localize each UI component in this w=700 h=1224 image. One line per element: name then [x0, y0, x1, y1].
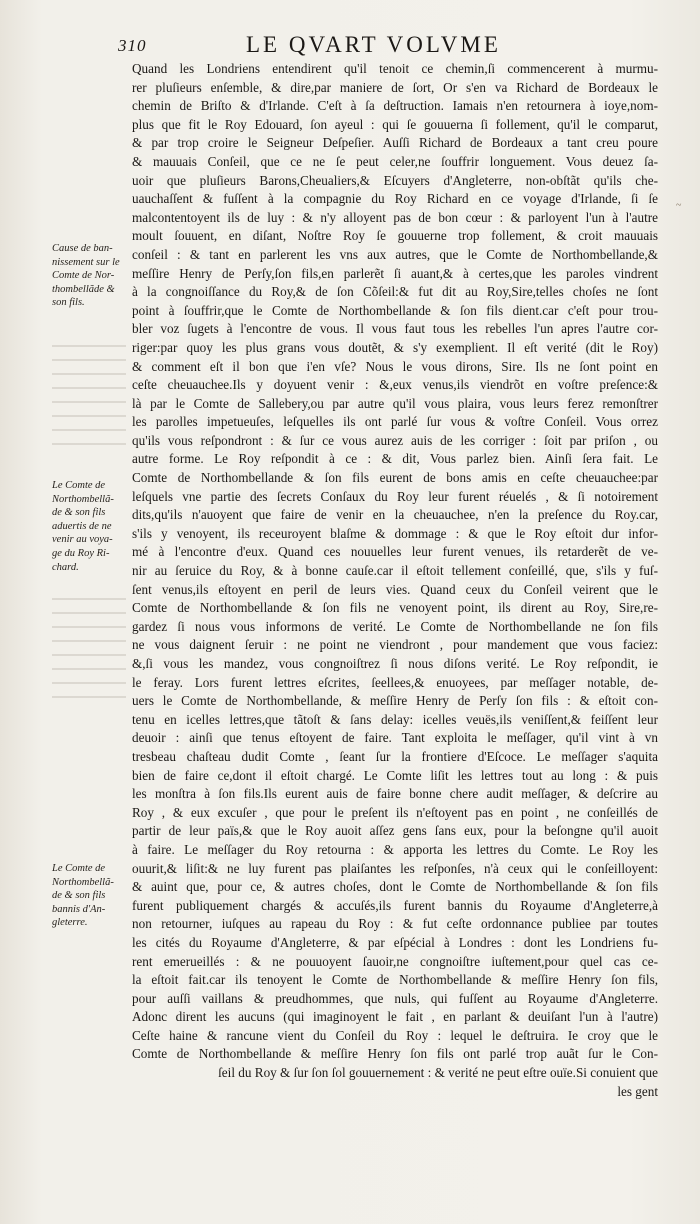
text-line: rent emerueillés : & ne pouuoyent ſauoir,ne congnoiſtre iuſtement,pour quel cas ce-: [132, 953, 658, 969]
text-line: ſeil du Roy & ſur ſon ſol gouuernement : & verité ne peut eſtre ouïe.Si conuient que: [218, 1065, 658, 1081]
text-line: furent publiquement chargés & accuſés,ils furent bannis du Royaume d'Angleterre,à: [132, 897, 658, 913]
text-line: uoir que pluſieurs Barons,Cheualiers,& Eſcuyers d'Angleterre, non-obſtãt qu'ils che-: [132, 172, 658, 188]
main-text-column: [132, 60, 658, 1101]
marginal-note-line: aduertis de ne: [52, 520, 112, 532]
page-edge-mark: ~: [676, 200, 682, 211]
text-line: leſquels vne partie des ſecrets Conſaux du Roy leur furent réuelés , & ſi notoirement: [132, 488, 658, 504]
text-line: & auint que, pour ce, & autres choſes, dont le Comte de Northombellande & ſon fils: [132, 879, 658, 895]
text-line: gardez ſi nous vous informons de verité. Le Comte de Northombellande ne ſon fils: [132, 618, 658, 634]
marginal-note-banishment-cause: [52, 242, 132, 310]
text-line: Comte de Northombellande & meſſire Henry ſon fils ont parlé trop auãt ſur le Con-: [132, 1046, 658, 1062]
marginal-note-line: Le Comte de: [52, 863, 106, 874]
text-line: mé à l'encontre d'eux. Quand ces nouuelles leur furent venues, ils retarderẽt de ve-: [132, 544, 658, 560]
text-line: nir au ſeruice du Roy, & à bonne cauſe.car il eſtoit tellement conſeillé, que, s'ils y fuſ-: [132, 563, 658, 579]
text-line: les monſtra à ſon fils.Ils eurent auis de faire bonne chere audit meſſager, & deſcrire au: [132, 786, 658, 802]
text-line: Comte de Northombellande & ſon fils eurent de bons amis en ceſte cheuauchee:par: [132, 470, 658, 486]
marginal-note-line: chard.: [52, 561, 79, 573]
text-line: les cités du Royaume d'Angleterre, & par eſpécial à Londres : dont les Londriens fu-: [132, 934, 658, 950]
text-line: riger:par quoy les plus grans vous doutẽt, & s'y exemplient. Il eſt verité (dit le Roy): [132, 339, 658, 355]
marginal-note-line: de & son fils: [52, 890, 106, 902]
text-line: dits,qu'ils n'auoyent que faire de venir en la cheuauchee, n'en la preſence du Roy.car,: [132, 507, 658, 523]
marginal-note-line: Comte de Nor-: [52, 270, 115, 282]
marginal-note-line: Northombellã-: [52, 876, 114, 888]
text-line: ouurit,& liſit:& ne luy furent pas plaiſantes les reſponſes, n'à ceux qui le conſeilloyent:: [132, 860, 658, 876]
text-line: là par le Comte de Sallebery,ou par autre qu'il vous plaira, vous leurs ferez remonſtrer: [132, 395, 658, 411]
page-number: 310: [118, 36, 147, 55]
text-line: & comment eſt il bon que i'en vſe? Nous le vous dirons, Sire. Ils ne ſont point en: [132, 358, 658, 374]
text-line: Quand les Londriens entendirent qu'il tenoit ce chemin,ſi commencerent à murmu-: [132, 61, 658, 76]
bleed-through-text: [52, 598, 126, 698]
page-header: [118, 30, 583, 60]
text-line: le feray. Lors furent lettres eſcrites, ſeellees,& enuoyees, par meſſager notable, de-: [132, 674, 658, 690]
marginal-note-line: thombellãde &: [52, 283, 115, 295]
text-line: Comte de Northombellande & ſon fils ne venoyent point, ils dirent au Roy, Sire,re-: [132, 600, 658, 616]
text-line: rer pluſieurs enſemble, & dire,par maniere de ſort, Or s'en va Richard de Bordeaux le: [132, 79, 658, 95]
text-line: qu'ils vous reſpondront : & ſur ce vous aurez auis de les corriger : ſoit par priſon , ou: [132, 432, 658, 448]
text-line: ceſte cheuauchee.Ils y doyuent venir : &,eux venus,ils viendrõt en voſtre preſence:&: [132, 377, 658, 393]
text-line: bien de faire ce,dont il eſtoit chargé. Le Comte liſit les lettres tout au long : & puis: [132, 767, 658, 783]
marginal-note-line: de & son fils: [52, 507, 106, 519]
marginal-note-line: venir au voya-: [52, 534, 113, 546]
text-line: conſeil : & tant en parlerent les vns aux autres, que le Comte de Northombellande,&: [132, 246, 658, 262]
text-line: Roy , & eux excuſer , que pour le preſent ils n'eſtoyent pas en point , ne conſeillés de: [132, 804, 658, 820]
text-line: & par trop croire le Seigneur Deſpeſier. Auſſi Richard de Bordeaux a tant creu poure: [132, 135, 658, 151]
marginal-note-line: Le Comte de: [52, 480, 106, 491]
text-line: & mauuais Conſeil, que ce ne ſe peut celer,ne ſouffrir longuement. Vous deuez ſa-: [132, 153, 658, 169]
text-line: tenu en icelles lettres,que tãtoſt & ſans delay: icelles veuës,ils veniſſent,& feiſſent leur: [132, 711, 658, 727]
text-line: Ceſte haine & rancune vient du Conſeil du Roy : lequel le deſtruira. Ie croy que le: [132, 1027, 658, 1043]
text-line: uers le Comte de Northombellande, & meſſire Henry de Perſy ſon fils : & eſtoit con-: [132, 693, 658, 709]
text-line: s'ils y venoyent, ils receuroyent blaſme & dommage : & que le Roy eſtoit dur infor-: [132, 525, 658, 541]
marginal-note-line: ge du Roy Ri-: [52, 547, 110, 559]
text-line: malcontentoyent ils de luy : & n'y alloyent pas de bon cœur : & parloyent l'un à l'autre: [132, 209, 658, 225]
marginal-note-line: son fils.: [52, 297, 85, 309]
marginal-note-line: Cause de ban-: [52, 243, 113, 254]
marginal-note-line: nissement sur le: [52, 256, 120, 268]
bleed-through-text: [52, 345, 126, 445]
text-line: partir de leur païs,& que le Roy auoit aſſez gens ſans eux, pour la beſongne qu'il auoit: [132, 823, 658, 839]
text-line: Adonc dirent les aucuns (qui imaginoyent le fait , en parlant & deuiſant l'un à l'autre): [132, 1009, 658, 1025]
text-line: tresbeau chaſteau dudit Comte , ſeant ſur la frontiere d'Eſcoce. Le meſſager s'aquita: [132, 748, 658, 764]
text-line: point à ſouffrir,que le Comte de Northombellande & ſon fils dient.car c'eſt pour trou-: [132, 302, 658, 318]
text-line: à faire. Le meſſager du Roy retourna : & apporta les lettres du Comte. Le Roy les: [132, 841, 658, 857]
marginal-note-warned: [52, 479, 132, 574]
marginal-note-line: gleterre.: [52, 917, 88, 929]
text-line: plus que fit le Roy Edouard, ſon ayeul : qui ſe gouuerna ſi follement, qu'il le comparut,: [132, 116, 658, 132]
marginal-note-line: bannis d'An-: [52, 903, 106, 915]
text-line: à la congnoiſſance du Roy,& de ſon Cõſeil:& fut dit au Roy,Sire,telles choſes ne ſont: [132, 284, 658, 300]
text-line: chemin de Briſto & d'Irlande. C'eſt à ſa deſtruction. Iamais n'en retournera à ioye,nom-: [132, 98, 658, 114]
text-line: uauchaſſent & fuſſent à la compagnie du Roy Richard en ce voyage d'Irlande, ſi ſe: [132, 191, 658, 207]
running-title: LE QVART VOLVME: [246, 32, 501, 57]
text-line: pour auſſi vaillans & preudhommes, que nuls, qui fuſſent au Royaume d'Angleterre.: [132, 990, 658, 1006]
marginal-note-line: Northombellã-: [52, 493, 114, 505]
text-line: non retourner, iuſques au rapeau du Roy : & fut ceſte ordonnance publiee par toutes: [132, 916, 658, 932]
text-line: ſent venus,ils eſtoyent en peril de leurs vies. Quand ceux du Conſeil veirent que le: [132, 581, 658, 597]
text-line: &,ſi vous les mandez, vous congnoiſtrez ſi nous diſons verité. Le Roy reſpondit, ie: [132, 656, 658, 671]
catchword: les gent: [617, 1083, 658, 1099]
text-line: la eſtoit fait.car ils tenoyent le Comte de Northombellande & meſſire Henry ſon fils,: [132, 972, 658, 988]
text-line: autre forme. Le Roy reſpondit à ce : & dit, Vous parlez bien. Ainſi ſera fait. Le: [132, 451, 658, 467]
text-line: bler voz ſugets à l'encontre de vous. Il vous faut tous les rebelles l'un apres l'autre cor-: [132, 321, 658, 337]
text-line: deuoir : ainſi que tenus eſtoyent de faire. Tant exploita le meſſager, qu'il vint à vn: [132, 730, 658, 746]
text-line: les parolles impetueuſes, leſquelles ils ont parlé ſur vous & voſtre Conſeil. Vous orrez: [132, 414, 658, 430]
text-line: meſſire Henry de Perſy,ſon fils,en parlerẽt ſi auant,& à certes,que les paroles vindrent: [132, 265, 658, 281]
text-line: ne vous daignent ſeruir : ne point ne viendront , pour mandement que vous faciez:: [132, 637, 658, 653]
text-line: moult ſouuent, en diſant, Noſtre Roy ſe gouuerne trop follement, & croit mauuais: [132, 228, 658, 244]
marginal-note-banished: [52, 862, 132, 930]
